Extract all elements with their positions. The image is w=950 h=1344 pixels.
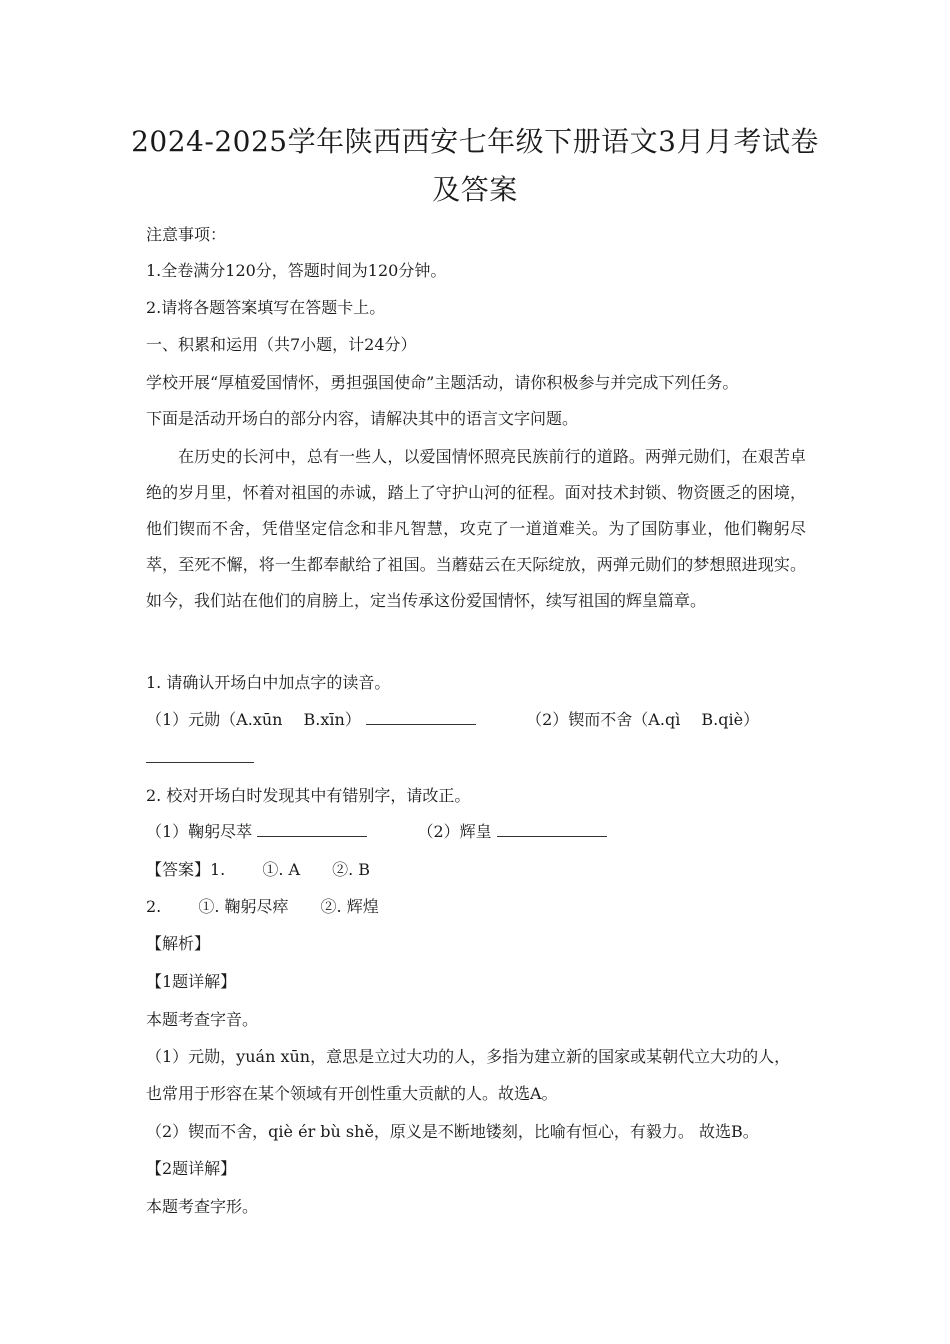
question-1-parts — [146, 709, 759, 731]
question-1-stem: 1. 请确认开场白中加点字的读音。 — [146, 673, 391, 692]
notice-item-1: 1.全卷满分120分，答题时间为120分钟。 — [146, 261, 447, 280]
intro-line-2: 下面是活动开场白的部分内容，请解决其中的语言文字问题。 — [146, 409, 579, 428]
answer-blank — [366, 710, 476, 725]
answer-line-2: 2. ①. 鞠躬尽瘁 ②. 辉煌 — [146, 897, 379, 916]
question-2-part-1: （1）鞠躬尽萃 — [146, 822, 253, 841]
notice-heading: 注意事项： — [146, 225, 227, 244]
question-2-stem: 2. 校对开场白时发现其中有错别字，请改正。 — [146, 786, 471, 805]
passage-paragraph: 在历史的长河中，总有一些人，以爱国情怀照亮民族前行的道路。两弹元勋们，在艰苦卓绝的岁月里，怀着对祖国的赤诚，踏上了守护山河的征程。面对技术封锁、物资匮乏的困境，他们锲而不舍，凭借坚定信念和非凡智慧，攻克了一道道难关。为了国防事业，他们鞠躬尽萃，至死不懈，将一生都奉献给了祖国。当蘑菇云在天际绽放，两弹元勋们的梦想照进现实。如今，我们站在他们的肩膀上，定当传承这份爱国情怀，续写祖国的辉皇篇章。 — [146, 447, 806, 610]
answer-line-1: 【答案】1. ①. A ②. B — [146, 860, 371, 879]
analysis-heading: 【解析】 — [146, 934, 211, 953]
section-heading: 一、积累和运用（共7小题，计24分） — [146, 335, 417, 354]
question-1-part-2: （2）锲而不舍（A.qì B.qiè） — [526, 710, 760, 729]
detail-2-intro: 本题考查字形。 — [146, 1197, 259, 1216]
detail-1-intro: 本题考查字音。 — [146, 1010, 259, 1029]
notice-item-2: 2.请将各题答案填写在答题卡上。 — [146, 298, 386, 317]
page-title: 2024-2025学年陕西西安七年级下册语文3月月考试卷及答案 — [131, 125, 819, 206]
detail-1-explanation-2: （2）锲而不舍，qiè ér bù shě，原义是不断地镂刻，比喻有恒心，有毅力。 故选B。 — [146, 1122, 759, 1141]
question-1-part-1: （1）元勋（A.xūn B.xīn） — [146, 710, 361, 729]
question-2-parts — [146, 821, 607, 843]
intro-line-1: 学校开展“厚植爱国情怀，勇担强国使命”主题活动，请你积极参与并完成下列任务。 — [146, 373, 739, 392]
detail-2-heading: 【2题详解】 — [146, 1159, 237, 1178]
answer-blank — [146, 762, 254, 763]
detail-1-explanation-line-2: 也常用于形容在某个领域有开创性重大贡献的人。故选A。 — [146, 1084, 558, 1103]
detail-1-explanation-line-1: （1）元勋，yuán xūn，意思是立过大功的人，多指为建立新的国家或某朝代立大功的人， — [146, 1047, 791, 1066]
detail-1-heading: 【1题详解】 — [146, 972, 237, 991]
answer-blank — [497, 822, 607, 837]
question-2-part-2: （2）辉皇 — [417, 822, 492, 841]
answer-blank — [257, 822, 367, 837]
